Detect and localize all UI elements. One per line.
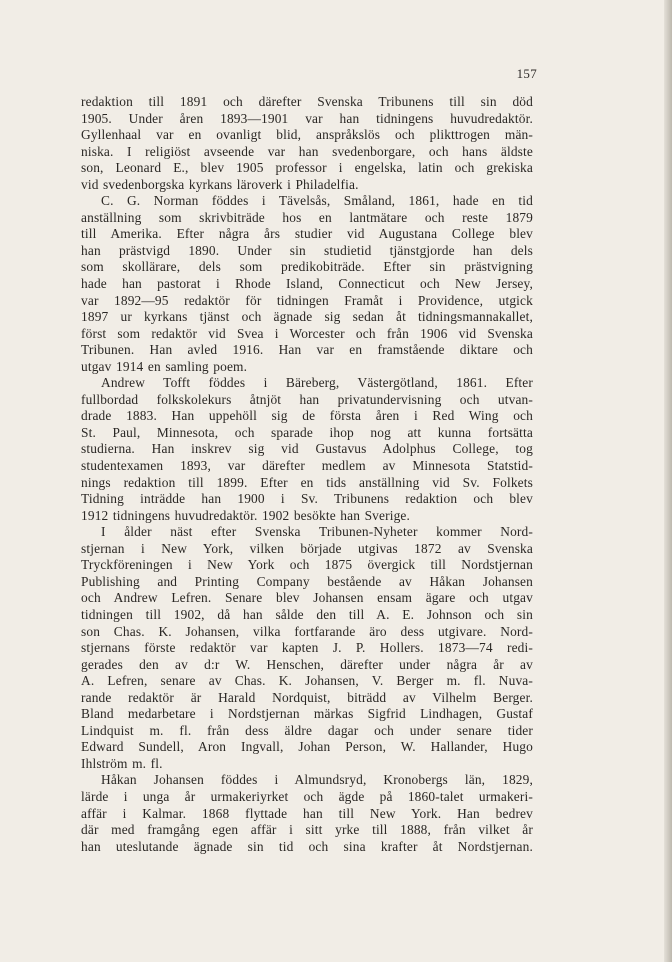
text-line: fullbordad folkskolekurs åtnjöt han privatundervisning och utvan- [81, 391, 533, 407]
text-line: niska. I religiöst avseende var han svedenborgare, och hans äldste [81, 143, 533, 159]
text-line: drade 1883. Han uppehöll sig de första åren i Red Wing och [81, 408, 533, 424]
text-line: 1905. Under åren 1893—1901 var han tidningens huvudredaktör. [81, 110, 533, 126]
text-line: hade han pastorat i Rhode Island, Connecticut och New Jersey, [81, 276, 533, 292]
text-line: tidningen till 1902, då han sålde den till A. E. Johnson och sin [81, 606, 533, 622]
text-line: Edward Sundell, Aron Ingvall, Johan Person, W. Hallander, Hugo [81, 739, 533, 755]
text-line: vid svedenborgska kyrkans läroverk i Philadelfia. [81, 176, 359, 192]
text-line: stjernan i New York, vilken började utgivas 1872 av Svenska [81, 540, 533, 556]
text-line: först som redaktör vid Svea i Worcester och från 1906 vid Svenska [81, 325, 533, 341]
text-line: affär i Kalmar. 1868 flyttade han till New York. Han bedrev [81, 805, 533, 821]
paragraph-start-line: Andrew Tofft föddes i Bäreberg, Västergötland, 1861. Efter [101, 375, 533, 391]
text-line: studentexamen 1893, var därefter medlem av Minnesota Statstid- [81, 458, 533, 474]
text-line: Gyllenhaal var en ovanligt blid, anspråkslös och plikttrogen män- [81, 127, 533, 143]
text-line: nings redaktion till 1899. Efter en tids anställning vid Sv. Folkets [81, 474, 533, 490]
text-line: St. Paul, Minnesota, och sparade ihop nog att kunna fortsätta [81, 424, 533, 440]
text-line: gerades den av d:r W. Henschen, därefter under några år av [81, 656, 533, 672]
text-line: där med framgång egen affär i sitt yrke till 1888, från vilket år [81, 822, 533, 838]
text-line: som skollärare, dels som predikobiträde. Efter sin prästvigning [81, 259, 533, 275]
text-line: var 1892—95 redaktör för tidningen Framåt i Providence, utgick [81, 292, 533, 308]
text-line: Tribunen. Han avled 1916. Han var en framstående diktare och [81, 342, 533, 358]
text-line: studierna. Han inskrev sig vid Gustavus Adolphus College, tog [81, 441, 533, 457]
text-line: till Amerika. Efter några års studier vid Augustana College blev [81, 226, 533, 242]
paragraph-start-line: I ålder näst efter Svenska Tribunen-Nyheter kommer Nord- [101, 524, 533, 540]
text-line: stjernans förste redaktör var kapten J. P. Hollers. 1873—74 redi- [81, 640, 533, 656]
text-line: son Chas. K. Johansen, vilka fortfarande äro dess utgivare. Nord- [81, 623, 533, 639]
text-line: rande redaktör är Harald Nordquist, biträdd av Vilhelm Berger. [81, 689, 533, 705]
paragraph-start-line: C. G. Norman föddes i Tävelsås, Småland, 1861, hade en tid [101, 193, 533, 209]
text-line: redaktion till 1891 och därefter Svenska Tribunens till sin död [81, 94, 533, 109]
text-line: Lindquist m. fl. från dess äldre dagar och under senare tider [81, 722, 533, 738]
text-line: son, Leonard E., blev 1905 professor i engelska, latin och grekiska [81, 160, 533, 176]
text-line: och Andrew Lefren. Senare blev Johansen ensam ägare och utgav [81, 590, 533, 606]
text-line: anställning som skrivbiträde hos en lantmätare och reste 1879 [81, 209, 533, 225]
text-line: 1897 ur kyrkans tjänst och ägnade sig sedan åt tidningsmannakallet, [81, 309, 533, 325]
text-line: han prästvigd 1890. Under sin studietid tjänstgjorde han dels [81, 242, 533, 258]
text-line: Ihlström m. fl. [81, 755, 163, 771]
text-line: Tidning inträdde han 1900 i Sv. Tribunens redaktion och blev [81, 491, 533, 507]
text-line: Bland medarbetare i Nordstjernan märkas Sigfrid Lindhagen, Gustaf [81, 706, 533, 722]
body-text [81, 94, 533, 855]
text-line: lärde i unga år urmakeriyrket och ägde på 1860-talet urmakeri- [81, 788, 533, 804]
page-number: 157 [516, 66, 537, 81]
page-edge [664, 0, 672, 962]
text-line: Tryckföreningen i New York och 1875 övergick till Nordstjernan [81, 557, 533, 573]
text-line: A. Lefren, senare av Chas. K. Johansen, V. Berger m. fl. Nuva- [81, 673, 533, 689]
text-line: Publishing and Printing Company bestående av Håkan Johansen [81, 573, 533, 589]
text-line: utgav 1914 en samling poem. [81, 358, 248, 374]
text-line: 1912 tidningens huvudredaktör. 1902 besökte han Sverige. [81, 507, 411, 523]
paragraph-start-line: Håkan Johansen föddes i Almundsryd, Kronobergs län, 1829, [101, 772, 533, 788]
text-line: han uteslutande ägnade sin tid och sina krafter åt Nordstjernan. [81, 838, 533, 854]
